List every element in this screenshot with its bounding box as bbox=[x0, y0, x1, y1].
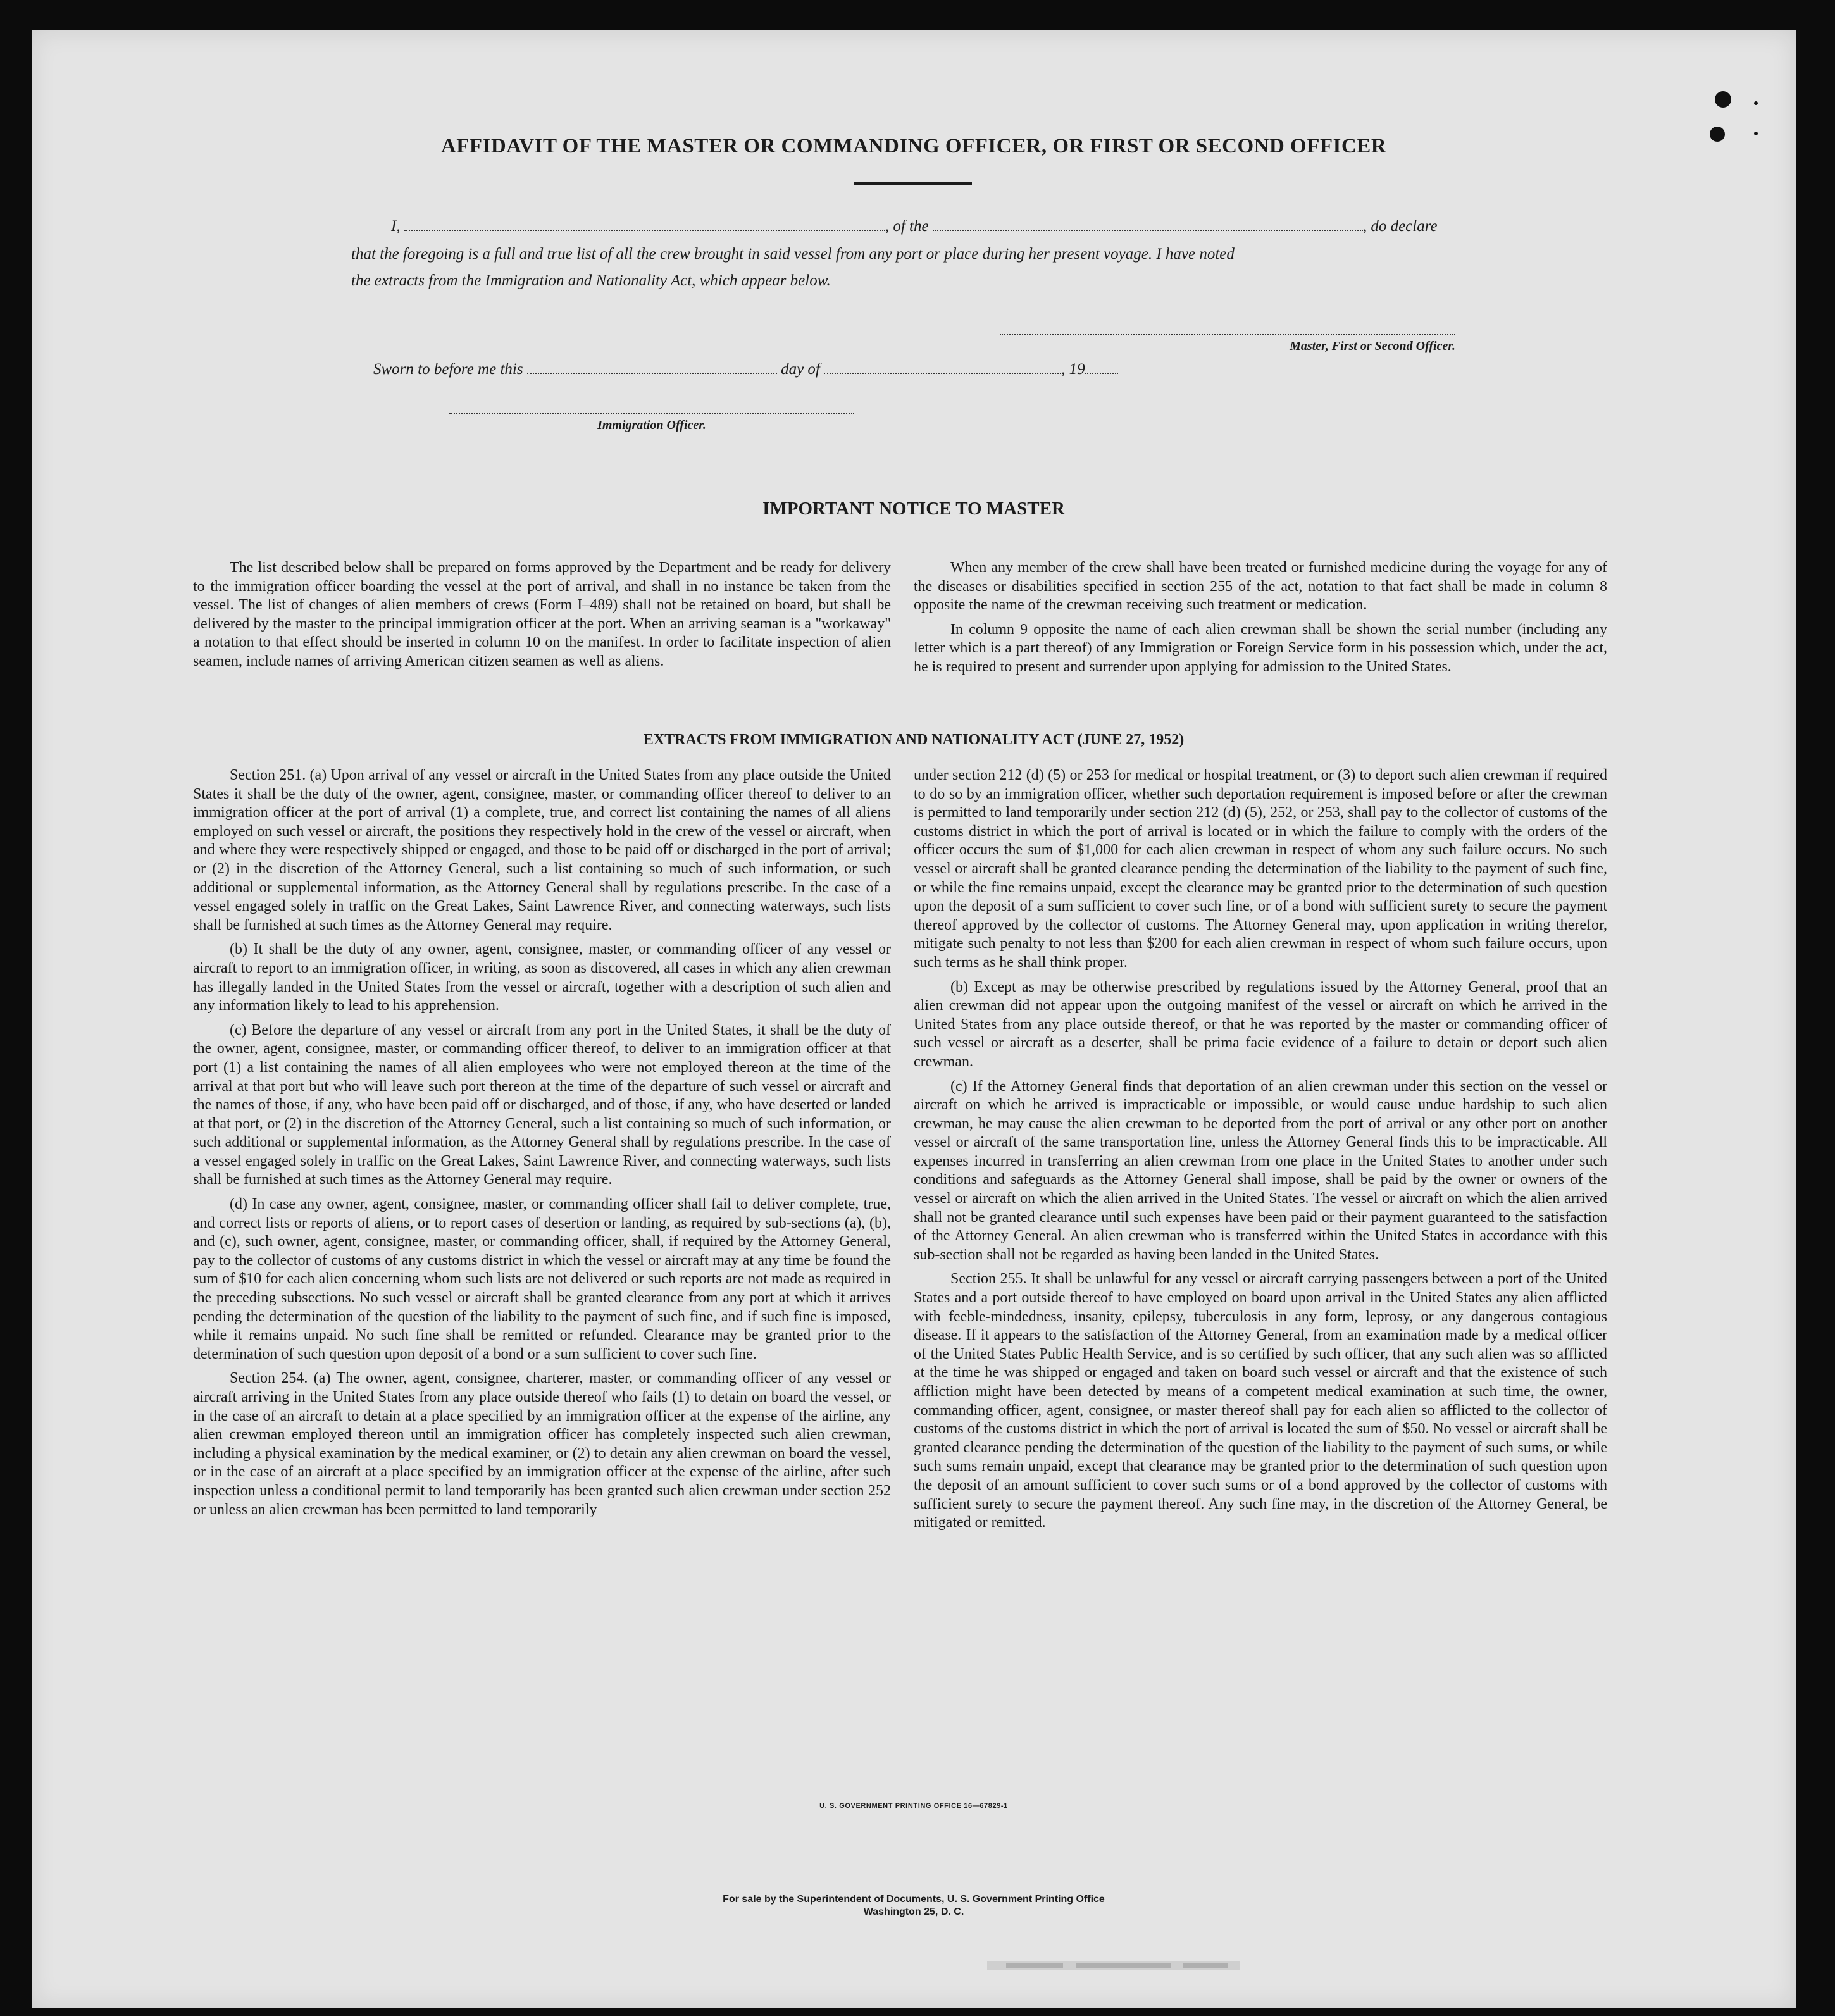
document-page bbox=[32, 30, 1796, 2008]
extracts-right-column bbox=[914, 766, 1607, 1538]
immigration-officer-signature-line[interactable] bbox=[449, 413, 854, 414]
extracts-title: EXTRACTS FROM IMMIGRATION AND NATIONALITY ACT (JUNE 27, 1952) bbox=[643, 731, 1185, 748]
notice-title: IMPORTANT NOTICE TO MASTER bbox=[762, 499, 1065, 519]
extracts-left-column bbox=[193, 766, 891, 1525]
of-the-label: , of the bbox=[885, 218, 929, 235]
section-251d-paragraph: (d) In case any owner, agent, consignee, master, or commanding officer shall fail to deliver complete, true, and correct lists or reports of aliens, or to report cases of desertion or landing, as required by sub-sections (a), (b), and (c), such owner, agent, consignee, master, or commanding officer, shall, if required by the Attorney General, pay to the collector of customs of any customs district in which the vessel or aircraft may at any time be found the sum of $10 for each alien concerning whom such lists are not delivered or such reports are not made as required in the preceding subsections. No such vessel or aircraft shall be granted clearance from any port at which it arrives pending the determination of the question of the liability to the payment of such fine, and if such fine is imposed, while it remains unpaid. No such fine shall be remitted or refunded. Clearance may be granted prior to the determination of such question upon deposit of a bond or a sum sufficient to cover such fine. bbox=[193, 1196, 891, 1362]
sworn-day-field[interactable] bbox=[527, 361, 777, 374]
notice-paragraph: The list described below shall be prepared on forms approved by the Department and be ready for delivery to the immigration officer boarding the vessel at the port of arrival, and shall in no instance be taken from the vessel. The list of changes of alien members of crews (Form I–489) shall not be retained on board, but shall be delivered by the master to the principal immigration officer at the port. When an arriving seaman is a "workaway" a notation to that effect should be inserted in column 10 on the manifest. In order to facilitate inspection of alien seamen, include names of arriving American citizen seamen as well as aliens. bbox=[193, 559, 891, 669]
master-signature-line[interactable] bbox=[1000, 334, 1455, 335]
do-declare-label: , do declare bbox=[1362, 218, 1438, 235]
sworn-year-field[interactable] bbox=[1085, 361, 1118, 374]
year-label: , 19 bbox=[1061, 361, 1085, 378]
day-of-label: day of bbox=[781, 361, 820, 378]
sworn-line bbox=[373, 361, 1259, 378]
notice-paragraph: In column 9 opposite the name of each alien crewman shall be shown the serial number (including any letter which is a part thereof) of any Immigration or Foreign Service form in his possession which, under the act, he is required to present and surrender upon applying for admission to the United States. bbox=[914, 621, 1607, 675]
title-divider bbox=[854, 182, 972, 185]
ink-speck bbox=[1754, 101, 1758, 105]
section-254c-paragraph: (c) If the Attorney General finds that deportation of an alien crewman under this section on the vessel or aircraft on which he arrived is impracticable or impossible, or would cause undue hardship to such alien crewman, he may cause the alien crewman to be deported from the port of arrival or any other port on another vessel or aircraft of the same transportation line, unless the Attorney General finds this to be impracticable. All expenses incurred in transferring an alien crewman from one place in the United States to another under such conditions and safeguards as the Attorney General shall impose, shall be paid by the owner or owners of the vessel or aircraft on which the alien arrived in the United States. The vessel or aircraft on which the alien arrived shall not be granted clearance until such expenses have been paid or their payment guaranteed to the satisfaction of the Attorney General. An alien crewman who is transferred within the United States in accordance with this sub-section shall not be regarded as having been landed in the United States. bbox=[914, 1078, 1607, 1263]
sworn-label: Sworn to before me this bbox=[373, 361, 523, 378]
section-254b-paragraph: (b) Except as may be otherwise prescribed by regulations issued by the Attorney General, proof that an alien crewman did not appear upon the outgoing manifest of the vessel or aircraft on which he arrived in the United States from any place outside thereof, or that he was reported by the master or commanding officer of such vessel or aircraft as a deserter, shall be prima facie evidence of a failure to detain or deport such alien crewman. bbox=[914, 978, 1607, 1070]
section-254a-paragraph: Section 254. (a) The owner, agent, consignee, charterer, master, or commanding officer of any vessel or aircraft arriving in the United States from any place outside thereof who fails (1) to detain on board the vessel, or in the case of an aircraft to detain at a place specified by an immigration officer at the expense of the airline, any alien crewman employed thereon until an immigration officer has completely inspected such alien crewman, including a physical examination by the medical examiner, or (2) to detain any alien crewman on board the vessel, or in the case of an aircraft at a place specified by an immigration officer at the expense of the airline, after such inspection unless a conditional permit to land temporarily has been granted such alien crewman under section 252 or unless an alien crewman has been permitted to land temporarily bbox=[193, 1370, 891, 1518]
punch-hole-mark bbox=[1715, 91, 1731, 108]
section-254a-continued-paragraph: under section 212 (d) (5) or 253 for medical or hospital treatment, or (3) to deport such alien crewman if required to do so by an immigration officer, whether such deportation requirement is imposed before or after the crewman is permitted to land temporarily under section 212 (d) (5), 252, or 253, shall pay to the collector of customs of the customs district in which the port of arrival is located or in which the failure to comply with the orders of the officer occurs the sum of $1,000 for each alien crewman in respect of whom any such failure occurs. No such vessel or aircraft shall be granted clearance pending the determination of the liability to the payment of such fine, or while the fine remains unpaid, except the clearance may be granted prior to the determination of such question upon the deposit of a sum sufficient to cover such fine, or of a bond with sufficient surety to secure the payment thereof approved by the collector of customs. The Attorney General may, upon application in writing therefor, mitigate such penalty to not less than $200 for each alien crewman in respect of whom such failure occurs, upon such terms as he shall think proper. bbox=[914, 767, 1607, 971]
notice-paragraph: When any member of the crew shall have been treated or furnished medicine during the voyage for any of the diseases or disabilities specified in section 255 of the act, notation to that fact shall be made in column 8 opposite the name of the crewman receiving such treatment or medication. bbox=[914, 559, 1607, 614]
declaration-line bbox=[391, 218, 1467, 235]
declaration-i-label: I, bbox=[391, 218, 401, 235]
notice-left-column bbox=[193, 559, 891, 677]
bleed-through-stamp bbox=[949, 1957, 1266, 1974]
sale-notice bbox=[32, 1893, 1796, 1919]
sale-notice-line: For sale by the Superintendent of Documents, U. S. Government Printing Office bbox=[723, 1894, 1105, 1905]
immigration-officer-caption: Immigration Officer. bbox=[597, 418, 706, 432]
notice-right-column bbox=[914, 559, 1607, 683]
master-signature-caption: Master, First or Second Officer. bbox=[1290, 339, 1455, 353]
printing-office-imprint: U. S. GOVERNMENT PRINTING OFFICE 16—67829-1 bbox=[819, 1802, 1008, 1810]
section-251b-paragraph: (b) It shall be the duty of any owner, agent, consignee, master, or commanding officer of any vessel or aircraft to report to an immigration officer, in writing, as soon as discovered, all cases in which any alien crewman has illegally landed in the United States from the vessel or aircraft, together with a description of such alien and any information likely to lead to his apprehension. bbox=[193, 941, 891, 1014]
sworn-month-field[interactable] bbox=[824, 361, 1061, 374]
affidavit-title: AFFIDAVIT OF THE MASTER OR COMMANDING OFFICER, OR FIRST OR SECOND OFFICER bbox=[440, 135, 1387, 158]
section-251a-paragraph: Section 251. (a) Upon arrival of any vessel or aircraft in the United States from any place outside the United States it shall be the duty of the owner, agent, consignee, master, or commanding officer thereof to deliver to an immigration officer at the port of arrival (1) a complete, true, and correct list containing the names of all aliens employed on such vessel or aircraft, the positions they respectively hold in the crew of the vessel or aircraft, when and where they were respectively shipped or engaged, and those to be paid off or discharged in the port of arrival; or (2) in the discretion of the Attorney General, such a list containing so much of such information, or such additional or supplemental information, as the Attorney General shall by regulations prescribe. In the case of a vessel engaged solely in traffic on the Great Lakes, Saint Lawrence River, and connecting waterways, such lists shall be furnished at such times as the Attorney General may require. bbox=[193, 767, 891, 933]
sale-notice-line: Washington 25, D. C. bbox=[863, 1907, 964, 1917]
declaration-text-line: that the foregoing is a full and true list of all the crew brought in said vessel from any port or place during her present voyage. I have noted bbox=[351, 246, 1235, 263]
section-255-paragraph: Section 255. It shall be unlawful for any vessel or aircraft carrying passengers between a port of the United States and a port outside thereof to have employed on board upon arrival in the United States any alien afflicted with feeble-mindedness, insanity, epilepsy, tuberculosis in any form, leprosy, or any dangerous contagious disease. If it appears to the satisfaction of the Attorney General, from an examination made by a medical officer of the United States Public Health Service, and is so certified by such officer, that any such alien was so afflicted at the time he was shipped or engaged and taken on board such vessel or aircraft and that the existence of such affliction might have been detected by means of a competent medical examination at such time, the owner, commanding officer, agent, consignee, or master thereof shall pay for each alien so afflicted to the collector of customs of the customs district in which the port of arrival is located the sum of $50. No vessel or aircraft shall be granted clearance pending the determination of the question of the liability to the payment of such sums, or while such sums remain unpaid, except that clearance may be granted prior to the determination of such question upon the deposit of an amount sufficient to cover such sums or of a bond approved by the collector of customs with sufficient surety to secure the payment thereof. Any such fine may, in the discretion of the Attorney General, be mitigated or remitted. bbox=[914, 1271, 1607, 1531]
vessel-name-field[interactable] bbox=[933, 218, 1363, 231]
section-251c-paragraph: (c) Before the departure of any vessel or aircraft from any port in the United States, it shall be the duty of the owner, agent, consignee, master, or commanding officer thereof, to deliver to an immigration officer at that port (1) a list containing the names of all alien employees who were not employed thereon at the time of the arrival at that port but who will leave such port thereon at the time of the departure of such vessel or aircraft and the names of those, if any, who have been paid off or discharged, and of those, if any, who have deserted or landed at that port, or (2) in the discretion of the Attorney General, such a list containing so much of such information, or such additional or supplemental information, as the Attorney General shall by regulations prescribe. In the case of a vessel engaged solely in traffic on the Great Lakes, Saint Lawrence River, and connecting waterways, such lists shall be furnished at such times as the Attorney General may require. bbox=[193, 1021, 891, 1188]
declaration-text-line: the extracts from the Immigration and Nationality Act, which appear below. bbox=[351, 272, 831, 289]
declarant-name-field[interactable] bbox=[404, 218, 885, 231]
